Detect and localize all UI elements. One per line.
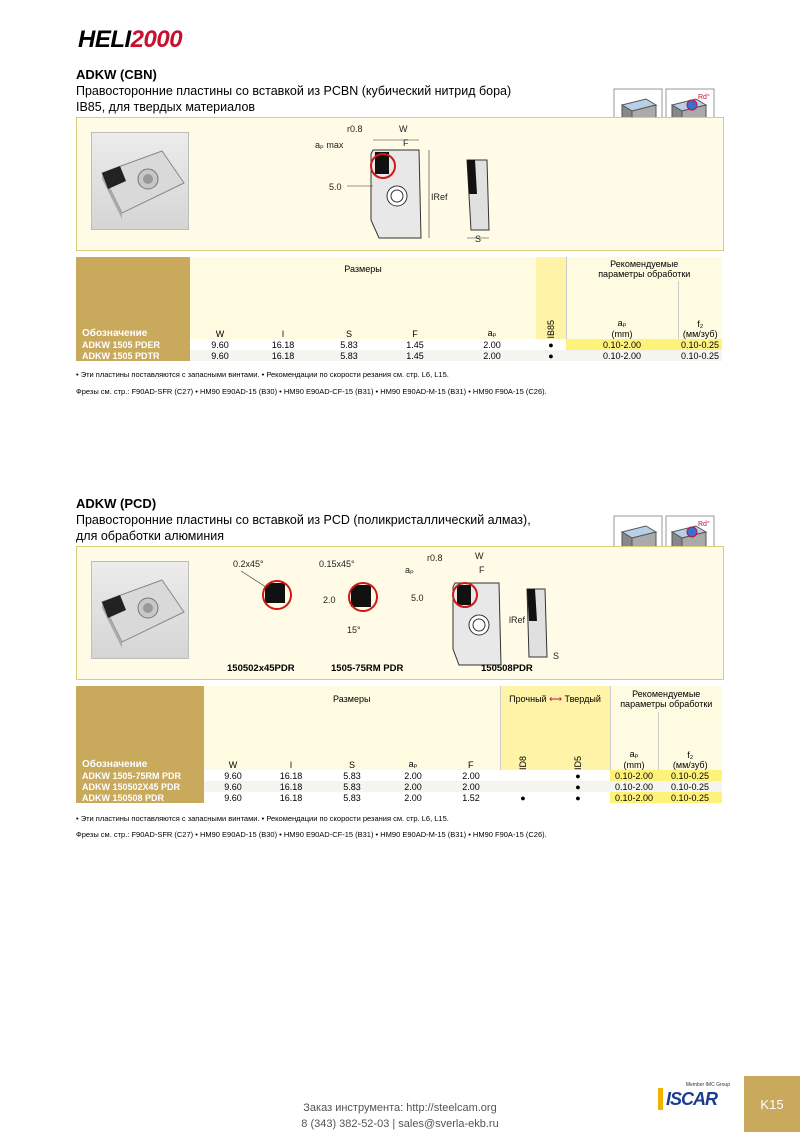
svg-text:lRef: lRef: [509, 615, 526, 625]
pcd-group-dims: Размеры: [204, 686, 500, 712]
cbn-desc-1: Правосторонние пластины со вставкой из PCBN (кубический нитрид бора): [76, 84, 512, 98]
pcd-col-ap: aₚ: [384, 712, 442, 770]
pcd-insert-photo: [91, 561, 189, 659]
svg-text:W: W: [399, 124, 408, 134]
table-row: ADKW 150502X45 PDR 9.60 16.18 5.83 2.00 2.00 ● 0.10-2.00 0.10-0.25: [76, 781, 722, 792]
cbn-col-s: S: [316, 281, 382, 339]
cbn-dimension-drawing: [299, 120, 529, 246]
cbn-col-l: l: [250, 281, 316, 339]
cbn-col-code: Обозначение: [76, 257, 190, 339]
pcd-note-1: • Эти пластины поставляются с запасными винтами. • Рекомендации по скорости резания см. стр. L6, L15.: [76, 814, 449, 823]
pcd-col-rec-ap: aₚ (mm): [610, 712, 658, 770]
iscar-logo: Member IMC Group ISCAR: [658, 1082, 730, 1114]
svg-text:S: S: [475, 234, 482, 244]
cbn-col-f: F: [382, 281, 448, 339]
cbn-image-panel: [76, 117, 724, 251]
cbn-col-rec-fz: f₂ (мм/зуб): [678, 281, 722, 339]
svg-text:5.0: 5.0: [411, 593, 424, 603]
cbn-col-w: W: [190, 281, 250, 339]
pcd-col-s: S: [320, 712, 384, 770]
cbn-desc-2: IB85, для твердых материалов: [76, 100, 256, 114]
pcd-group-grades: Прочный ⟷ Твердый: [500, 686, 610, 712]
cbn-note-2: Фрезы см. стр.: F90AD-SFR (C27) • HM90 E90AD-15 (B30) • HM90 E90AD-CF-15 (B31) • HM90 E90AD-M-15 (B31) • HM90 F90A-15 (C26).: [76, 387, 547, 396]
svg-text:0.15x45°: 0.15x45°: [319, 559, 355, 569]
cbn-col-rec-ap: aₚ (mm): [566, 281, 678, 339]
cbn-note-1: • Эти пластины поставляются с запасными винтами. • Рекомендации по скорости резания см. стр. L6, L15.: [76, 370, 449, 379]
heli2000-logo: HELI2000: [78, 26, 183, 53]
table-row: ADKW 1505 PDTR 9.60 16.18 5.83 1.45 2.00 ● 0.10-2.00 0.10-0.25: [76, 350, 722, 361]
svg-text:2.0: 2.0: [323, 595, 336, 605]
cbn-col-ap: aₚ: [448, 281, 536, 339]
svg-text:aₚ: aₚ: [405, 565, 414, 575]
page-number-tab: K15: [744, 1076, 800, 1132]
svg-text:r0.8: r0.8: [347, 124, 363, 134]
pcd-note-2: Фрезы см. стр.: F90AD-SFR (C27) • HM90 E90AD-15 (B30) • HM90 E90AD-CF-15 (B31) • HM90 E90AD-M-15 (B31) • HM90 F90A-15 (C26).: [76, 830, 547, 839]
pcd-col-w: W: [204, 712, 262, 770]
pcd-grade-id5: ID5: [546, 712, 610, 770]
footer-order-line: Заказ инструмента: http://steelcam.org: [303, 1102, 497, 1114]
svg-text:r0.8: r0.8: [427, 553, 443, 563]
pcd-group-rec: Рекомендуемые параметры обработки: [610, 686, 722, 712]
cbn-group-dims: Размеры: [190, 257, 536, 281]
table-row: ADKW 150508 PDR 9.60 16.18 5.83 2.00 1.52 ● ● 0.10-2.00 0.10-0.25: [76, 792, 722, 803]
cbn-group-rec: Рекомендуемые параметры обработки: [566, 257, 722, 281]
svg-text:S: S: [553, 651, 560, 661]
svg-text:F: F: [403, 138, 409, 148]
pcd-col-f: F: [442, 712, 500, 770]
svg-text:IRef: IRef: [431, 192, 448, 202]
svg-text:F: F: [479, 565, 485, 575]
table-row: ADKW 1505 PDER 9.60 16.18 5.83 1.45 2.00 ● 0.10-2.00 0.10-0.25: [76, 339, 722, 350]
pcd-dimension-drawings: [227, 549, 567, 677]
cbn-insert-photo: [91, 132, 189, 230]
svg-text:W: W: [475, 551, 484, 561]
cbn-title: ADKW (CBN): [76, 67, 157, 82]
pcd-image-panel: [76, 546, 724, 680]
pcd-col-code: Обозначение: [76, 686, 204, 770]
pcd-label-1: 150502x45PDR: [227, 663, 295, 674]
svg-text:0.2x45°: 0.2x45°: [233, 559, 264, 569]
pcd-col-rec-fz: f₂ (мм/зуб): [658, 712, 722, 770]
rd-label: Rd°: [698, 521, 710, 528]
pcd-desc-2: для обработки алюминия: [76, 529, 225, 543]
pcd-title: ADKW (PCD): [76, 496, 157, 511]
pcd-spec-table: [76, 686, 722, 803]
footer-contacts-line: 8 (343) 382-52-03 | sales@sverla-ekb.ru: [301, 1118, 499, 1130]
cbn-grade-ib85: IB85: [536, 257, 566, 339]
table-row: ADKW 1505-75RM PDR 9.60 16.18 5.83 2.00 2.00 ● 0.10-2.00 0.10-0.25: [76, 770, 722, 781]
svg-text:5.0: 5.0: [329, 182, 342, 192]
pcd-label-3: 150508PDR: [481, 663, 533, 674]
pcd-desc-1: Правосторонние пластины со вставкой из PCD (поликристаллический алмаз),: [76, 513, 531, 527]
svg-text:15°: 15°: [347, 625, 361, 635]
pcd-col-l: l: [262, 712, 320, 770]
rd-label: Rd°: [698, 94, 710, 101]
pcd-grade-id8: ID8: [500, 712, 546, 770]
cbn-spec-table: [76, 257, 722, 361]
double-arrow-icon: ⟷: [549, 693, 562, 704]
pcd-label-2: 1505-75RM PDR: [331, 663, 404, 674]
svg-text:aₚ max: aₚ max: [315, 140, 344, 150]
